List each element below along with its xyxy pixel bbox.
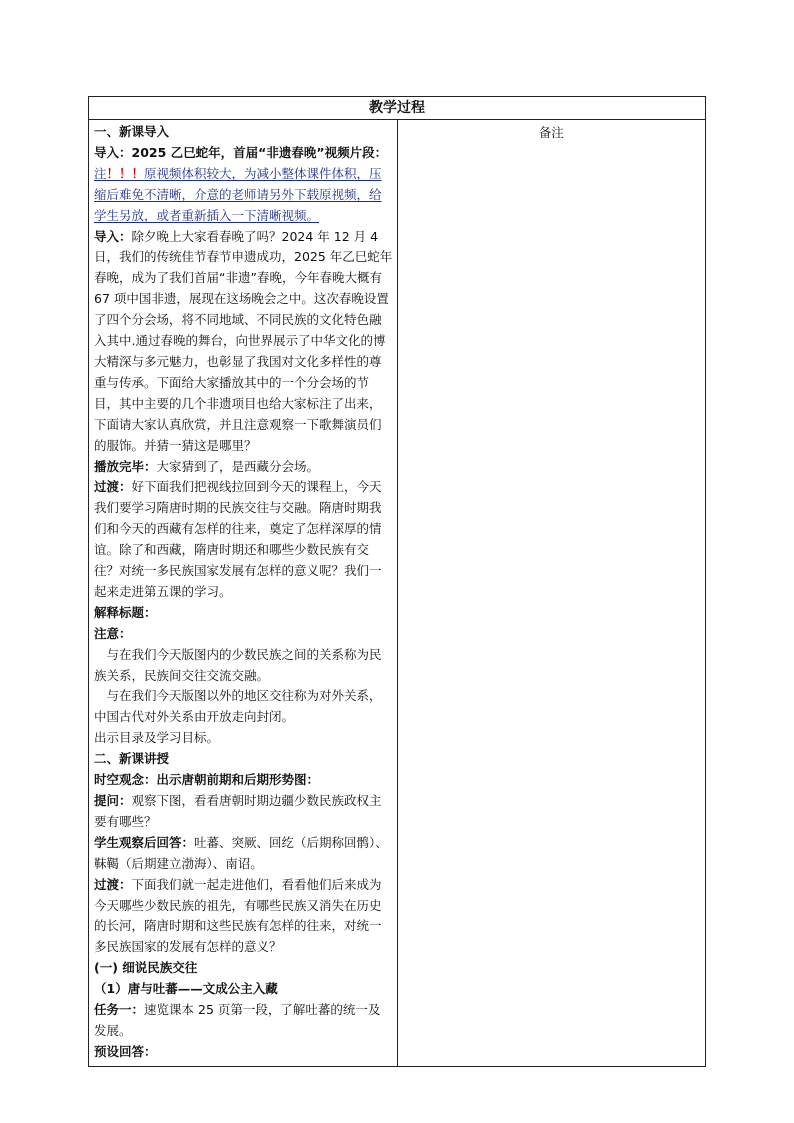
- student-answer-text: 吐蕃、突厥、回纥（后期称回鹘）、靺鞨（后期建立渤海）、南诏。: [94, 834, 388, 871]
- preset-answer-label: 预设回答：: [94, 1043, 157, 1059]
- student-answer-line: [94, 833, 393, 875]
- transition-1-label: 过渡：: [94, 479, 132, 495]
- play-text: 大家猜到了，是西藏分会场。: [156, 458, 320, 474]
- question-line: [94, 791, 393, 833]
- transition-1-text: 好下面我们把视线拉回到今天的课程上，今天我们要学习隋唐时期的民族交往与交融。隋唐时期我们和今天的西藏有怎样的往来，奠定了怎样深厚的情谊。除了和西藏，隋唐时期还和哪些少数民族有交往？对统一多民族国家发展有怎样的意义呢？我们一起来走进第五课的学习。: [94, 479, 382, 599]
- note-exclamation: ！！！: [106, 165, 145, 181]
- note-text: 原视频体积较大，为减小整体课件体积，压缩后难免不清晰，介意的老师请另外下载原视频，给学生另放，或者重新插入一下清晰视频。: [94, 165, 382, 223]
- ethnic-relations-paragraph: 与在我们今天版图内的少数民族之间的关系称为民族关系，民族间交往交流交融。: [94, 646, 382, 683]
- table-header-row: [89, 97, 706, 120]
- notes-header: 备注: [538, 125, 564, 140]
- subsection-1-1-title: （1）唐与吐蕃——文成公主入藏: [94, 981, 278, 997]
- note-prefix: 注: [94, 165, 107, 181]
- subsection-1-title: (一) 细说民族交往: [94, 960, 198, 976]
- question-label: 提问：: [94, 793, 132, 808]
- transition-2-label: 过渡：: [94, 876, 132, 892]
- task-1-label: 任务一：: [94, 1002, 145, 1018]
- intro-label: 导入：: [94, 228, 132, 244]
- transition-1: [94, 477, 393, 602]
- show-goals-line: 出示目录及学习目标。: [94, 730, 220, 746]
- section-2-title: 二、新课讲授: [94, 751, 170, 767]
- process-cell: [89, 120, 398, 1067]
- foreign-relations-paragraph: 与在我们今天版图以外的地区交往称为对外关系，中国古代对外关系由开放走向封闭。: [94, 688, 382, 725]
- transition-2: [94, 875, 393, 959]
- explain-title: 解释标题：: [94, 604, 157, 620]
- task-1-line: [94, 1000, 393, 1042]
- table-title: 教学过程: [89, 97, 706, 120]
- section-1-title: 一、新课导入: [94, 124, 170, 139]
- spacetime-heading: 时空观念：出示唐朝前期和后期形势图：: [94, 772, 320, 788]
- play-label: 播放完毕：: [94, 458, 157, 474]
- video-note[interactable]: [94, 164, 393, 227]
- intro-paragraph: [94, 227, 393, 457]
- attention-label: 注意：: [94, 625, 132, 641]
- student-answer-label: 学生观察后回答：: [94, 834, 195, 850]
- question-text: 观察下图，看看唐朝时期边疆少数民族政权主要有哪些？: [94, 793, 382, 829]
- task-1-text: 速览课本 25 页第一段，了解吐蕃的统一及发展。: [94, 1002, 381, 1038]
- play-finished-line: [94, 457, 393, 478]
- intro-heading: 导入：2025 乙巳蛇年，首届“非遗春晚”视频片段：: [94, 144, 388, 160]
- notes-cell: [397, 120, 706, 1067]
- intro-text: 除夕晚上大家看春晚了吗？2024 年 12 月 4 日，我们的传统佳节春节申遗成功，2025 年乙巳蛇年春晚，成为了我们首届“非遗”春晚，今年春晚大概有 67 项中国非遗，展现在这场晚会之中。这次春晚设置了四个分会场，将不同地域、不同民族的文化特色融入其中.通过春晚的舞台，向世界展示了中华文化的博大精深与多元魅力，也彰显了我国对文化多样性的尊重与传承。下面给大家播放其中的一个分会场的节目，其中主要的几个非遗项目也给大家标注了出来，下面请大家认真欣赏，并且注意观察一下歌舞演员们的服饰。并猜一猜这是哪里？: [94, 228, 393, 453]
- table-body-row: [89, 120, 706, 1067]
- lesson-table: [88, 96, 706, 1067]
- transition-2-text: 下面我们就一起走进他们，看看他们后来成为今天哪些少数民族的祖先，有哪些民族又消失在历史的长河，隋唐时期和这些民族有怎样的往来，对统一多民族国家的发展有怎样的意义？: [94, 876, 382, 955]
